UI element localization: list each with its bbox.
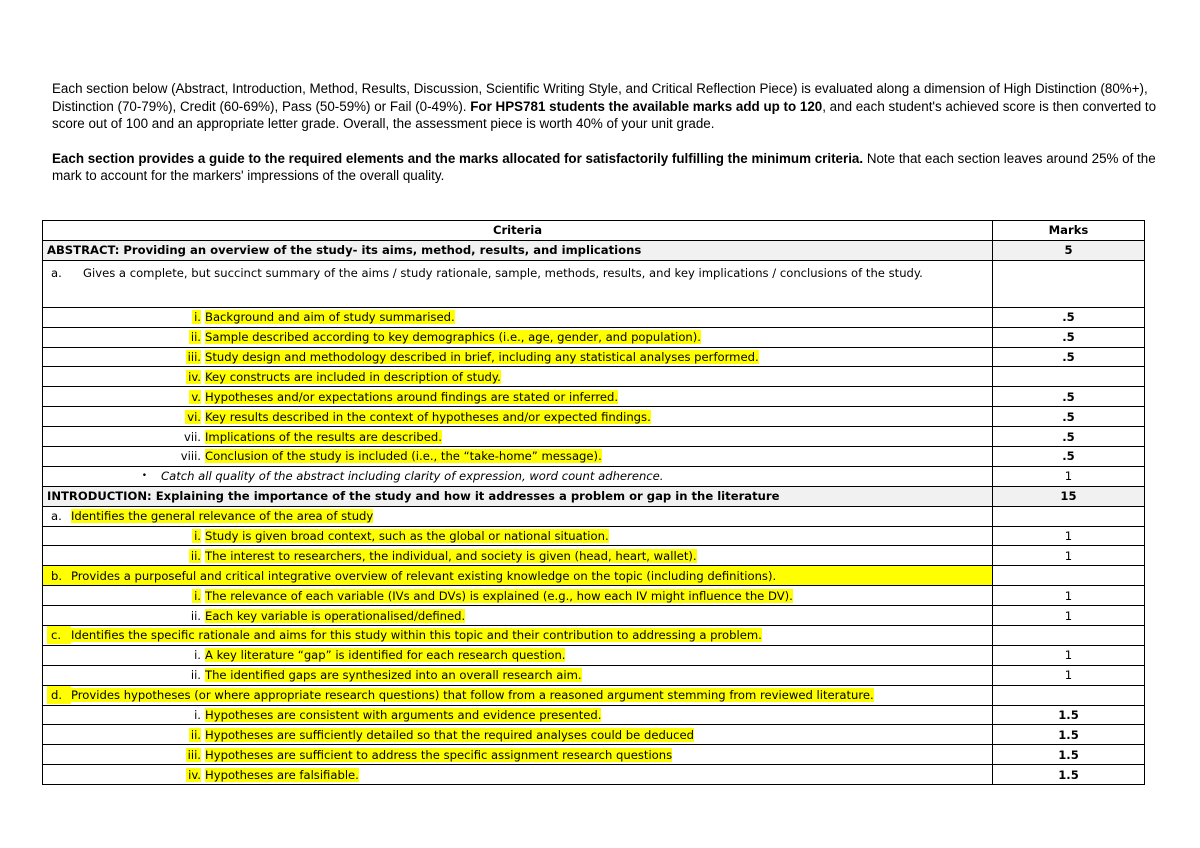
subsection-text: Identifies the specific rationale and aims for this study within this topic and their contribution to addressing a problem.: [71, 628, 762, 643]
intro-text: [52, 80, 1162, 185]
abstract-section-row: [43, 240, 1145, 260]
criterion-text: The interest to researchers, the individual, and society is given (head, heart, wallet).: [205, 548, 697, 563]
criterion-marks: 1.5: [993, 705, 1145, 725]
subsection-row: [43, 566, 1145, 586]
abstract-a-marks: [993, 260, 1145, 307]
table-row: [43, 645, 1145, 665]
criterion-text: Conclusion of the study is included (i.e., the “take-home” message).: [205, 449, 602, 464]
criterion-marks: .5: [993, 307, 1145, 327]
row-number: v.: [191, 389, 201, 404]
row-number: i.: [194, 588, 201, 603]
criterion-marks: 1.5: [993, 765, 1145, 785]
table-row: [43, 665, 1145, 685]
criteria-header: Criteria: [43, 221, 993, 241]
row-number: vi.: [187, 409, 201, 424]
table-row: [43, 526, 1145, 546]
abstract-a-text: Gives a complete, but succinct summary of the aims / study rationale, sample, methods, results, and key implications / conclusions of the study.: [83, 265, 923, 280]
criterion-text: Key constructs are included in description of study.: [205, 369, 501, 384]
criterion-text: A key literature “gap” is identified for each research question.: [205, 648, 566, 663]
criterion-marks: 1: [993, 645, 1145, 665]
intro-p2-bold: Each section provides a guide to the required elements and the marks allocated for satisfactorily fulfilling the minimum criteria.: [52, 150, 864, 166]
table-row: [43, 725, 1145, 745]
catch-all-marks: 1: [993, 466, 1145, 486]
subsection-text: Identifies the general relevance of the area of study: [71, 509, 374, 524]
subsection-marks: [993, 566, 1145, 586]
row-number: iii.: [187, 350, 201, 364]
subsection-marks: [993, 506, 1145, 526]
abstract-a-cell: [43, 260, 993, 307]
row-number: ii.: [190, 548, 201, 563]
row-number: ii.: [190, 727, 201, 742]
row-number: i.: [194, 310, 201, 325]
criterion-text: Hypotheses are falsifiable.: [205, 767, 359, 782]
criterion-marks: 1.5: [993, 745, 1145, 765]
criterion-text: Study design and methodology described in brief, including any statistical analyses performed.: [205, 350, 759, 364]
criterion-text: Sample described according to key demographics (i.e., age, gender, and population).: [205, 330, 701, 345]
table-row: [43, 327, 1145, 347]
table-row: [43, 347, 1145, 367]
table-row: [43, 745, 1145, 765]
criterion-text: Hypotheses are sufficient to address the specific assignment research questions: [205, 747, 673, 762]
subsection-row: [43, 626, 1145, 646]
marks-header: Marks: [993, 221, 1145, 241]
criterion-marks: .5: [993, 387, 1145, 407]
subsection-text: Provides hypotheses (or where appropriate research questions) that follow from a reasoned argument stemming from reviewed literature.: [71, 688, 874, 703]
catch-all-text: Catch all quality of the abstract including clarity of expression, word count adherence.: [161, 469, 664, 484]
row-number: i.: [194, 708, 201, 723]
introduction-title: INTRODUCTION: Explaining the importance of the study and how it addresses a problem or gap in the literature: [43, 486, 993, 506]
intro-p1-text-end: , and each student's achieved score is then converted to score out of 100 and an appropriate letter grade. Overall, the assessment piece is worth 40% of your unit grade.: [52, 98, 1157, 131]
subsection-row: [43, 685, 1145, 705]
table-header-row: [43, 221, 1145, 241]
row-number: ii.: [190, 668, 201, 683]
criterion-marks: 1: [993, 546, 1145, 566]
row-number: vii.: [184, 429, 201, 444]
table-row: [43, 307, 1145, 327]
criterion-text: Background and aim of study summarised.: [205, 310, 455, 325]
introduction-marks: 15: [993, 486, 1145, 506]
abstract-a-label: a.: [51, 265, 62, 280]
introduction-section-row: [43, 486, 1145, 506]
criterion-text: The identified gaps are synthesized into an overall research aim.: [205, 668, 582, 683]
table-row: [43, 705, 1145, 725]
criterion-marks: 1.5: [993, 725, 1145, 745]
criterion-text: Study is given broad context, such as the global or national situation.: [205, 529, 609, 544]
intro-p1-text: Each section below (Abstract, Introduction, Method, Results, Discussion, Scientific Writing Style, and Critical Reflection Piece) is evaluated along a dimension of High Distinction (80%+), Distinction (70-79%), Credit (60-69%), Pass (50-59%) or Fail (0-49%).: [52, 81, 1148, 114]
table-row: [43, 427, 1145, 447]
subsection-row: [43, 506, 1145, 526]
abstract-title: ABSTRACT: Providing an overview of the study- its aims, method, results, and implications: [43, 240, 993, 260]
row-number: i.: [194, 648, 201, 663]
criterion-text: Each key variable is operationalised/defined.: [205, 608, 466, 623]
row-number: viii.: [180, 449, 201, 464]
table-row: [43, 606, 1145, 626]
intro-paragraph-2: [52, 150, 1162, 185]
criterion-marks: .5: [993, 447, 1145, 467]
criterion-marks: .5: [993, 427, 1145, 447]
table-row: [43, 546, 1145, 566]
criterion-marks: 1: [993, 665, 1145, 685]
criterion-marks: 1: [993, 586, 1145, 606]
criterion-text: Key results described in the context of hypotheses and/or expected findings.: [205, 409, 651, 424]
row-number: ii.: [190, 608, 201, 623]
table-row: [43, 407, 1145, 427]
criterion-marks: 1: [993, 606, 1145, 626]
criterion-text: Hypotheses and/or expectations around findings are stated or inferred.: [205, 389, 619, 404]
row-number: iv.: [188, 767, 201, 782]
subsection-label: a.: [51, 509, 62, 524]
criterion-text: The relevance of each variable (IVs and DVs) is explained (e.g., how each IV might influence the DV).: [205, 588, 793, 603]
rubric-table: [42, 220, 1145, 785]
abstract-marks: 5: [993, 240, 1145, 260]
criterion-marks: [993, 367, 1145, 387]
abstract-a-row: [43, 260, 1145, 307]
table-row: [43, 765, 1145, 785]
criterion-marks: .5: [993, 327, 1145, 347]
table-row: [43, 367, 1145, 387]
row-number: ii.: [190, 330, 201, 345]
row-number: iii.: [187, 747, 201, 762]
criterion-text: Hypotheses are consistent with arguments and evidence presented.: [205, 708, 602, 723]
criterion-text: Implications of the results are described.: [205, 429, 442, 444]
criterion-text: Hypotheses are sufficiently detailed so that the required analyses could be deduced: [205, 727, 695, 742]
subsection-label: b.: [51, 568, 63, 583]
criterion-marks: .5: [993, 407, 1145, 427]
intro-p1-bold: For HPS781 students the available marks add up to 120: [470, 98, 823, 114]
subsection-marks: [993, 685, 1145, 705]
subsection-text: Provides a purposeful and critical integrative overview of relevant existing knowledge on the topic (including definitions).: [71, 568, 777, 583]
table-row: [43, 387, 1145, 407]
catch-all-row: [43, 466, 1145, 486]
intro-paragraph-1: [52, 80, 1162, 133]
criterion-marks: 1: [993, 526, 1145, 546]
subsection-label: d.: [47, 686, 71, 704]
criterion-marks: .5: [993, 347, 1145, 367]
table-row: [43, 447, 1145, 467]
bullet-icon: •: [141, 471, 147, 482]
row-number: iv.: [188, 369, 201, 384]
row-number: i.: [194, 529, 201, 544]
intro-p2-text: Note that each section leaves around 25% of the mark to account for the markers' impressions of the overall quality.: [52, 150, 1156, 183]
subsection-marks: [993, 626, 1145, 646]
table-row: [43, 586, 1145, 606]
subsection-label: c.: [47, 626, 71, 644]
